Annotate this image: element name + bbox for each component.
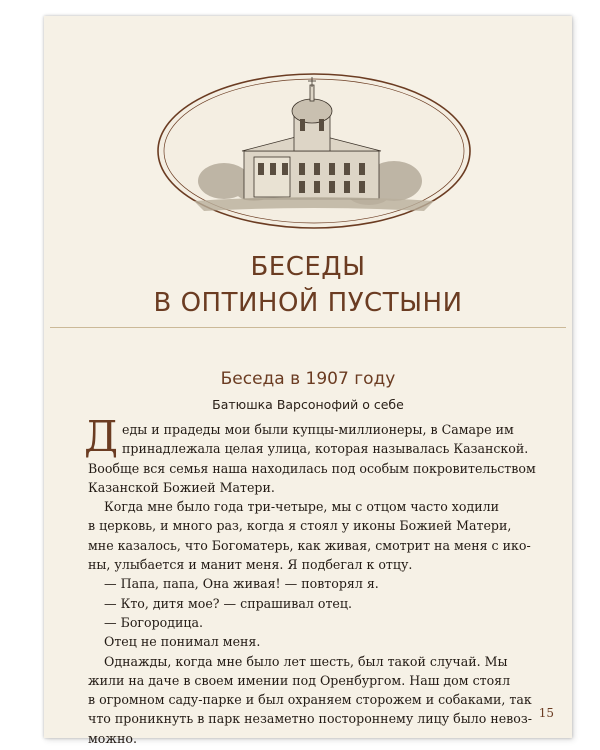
church-illustration [154, 71, 474, 231]
text-line: мне казалось, что Богоматерь, как живая, смотрит на меня с ико- [88, 537, 531, 553]
text-line: в огромном саду-парке и был охраняем сторожем и собаками, так [88, 692, 532, 708]
paragraph-2 [88, 497, 558, 574]
chapter-title-line-2: В ОПТИНОЙ ПУСТЫНИ [153, 288, 463, 318]
book-page [44, 16, 572, 746]
text-line: еды и прадеды мои были купцы-миллионеры, в Самаре им [122, 422, 514, 437]
section-subheading: Батюшка Варсонофий о себе [212, 397, 404, 412]
dialog-line: Отец не понимал меня. [104, 634, 261, 650]
text-line: что проникнуть в парк незаметно постороннему лицу было невоз- [88, 711, 532, 727]
dialog-line: — Богородица. [104, 614, 204, 630]
paragraph-3 [88, 652, 558, 748]
text-line: ны, улыбается и манит меня. Я подбегал к отцу. [88, 557, 413, 573]
paragraph-1 [84, 412, 558, 497]
text-line: можно. [88, 730, 137, 746]
dialog [88, 574, 558, 651]
drop-cap: Д [84, 412, 119, 461]
text-line: Когда мне было года три-четыре, мы с отцом часто ходили [104, 499, 500, 515]
text-line: жили на даче в своем имении под Оренбургом. Наш дом стоял [88, 672, 511, 688]
text-line: Казанской Божией Матери. [88, 479, 275, 495]
body-text [84, 412, 558, 748]
page-number: 15 [538, 706, 554, 720]
text-line: в церковь, и много раз, когда я стоял у иконы Божией Матери, [88, 518, 512, 534]
text-line: принадлежала целая улица, которая называлась Казанской. [122, 441, 529, 457]
divider [50, 327, 566, 328]
dialog-line: — Кто, дитя мое? — спрашивал отец. [104, 595, 352, 611]
text-line: Однажды, когда мне было лет шесть, был такой случай. Мы [104, 653, 508, 669]
chapter-title-line-1: БЕСЕДЫ [250, 252, 366, 282]
text-line: Вообще вся семья наша находилась под особым покровительством [88, 460, 536, 476]
section-heading: Беседа в 1907 году [220, 369, 396, 389]
dialog-line: — Папа, папа, Она живая! — повторял я. [104, 576, 379, 592]
